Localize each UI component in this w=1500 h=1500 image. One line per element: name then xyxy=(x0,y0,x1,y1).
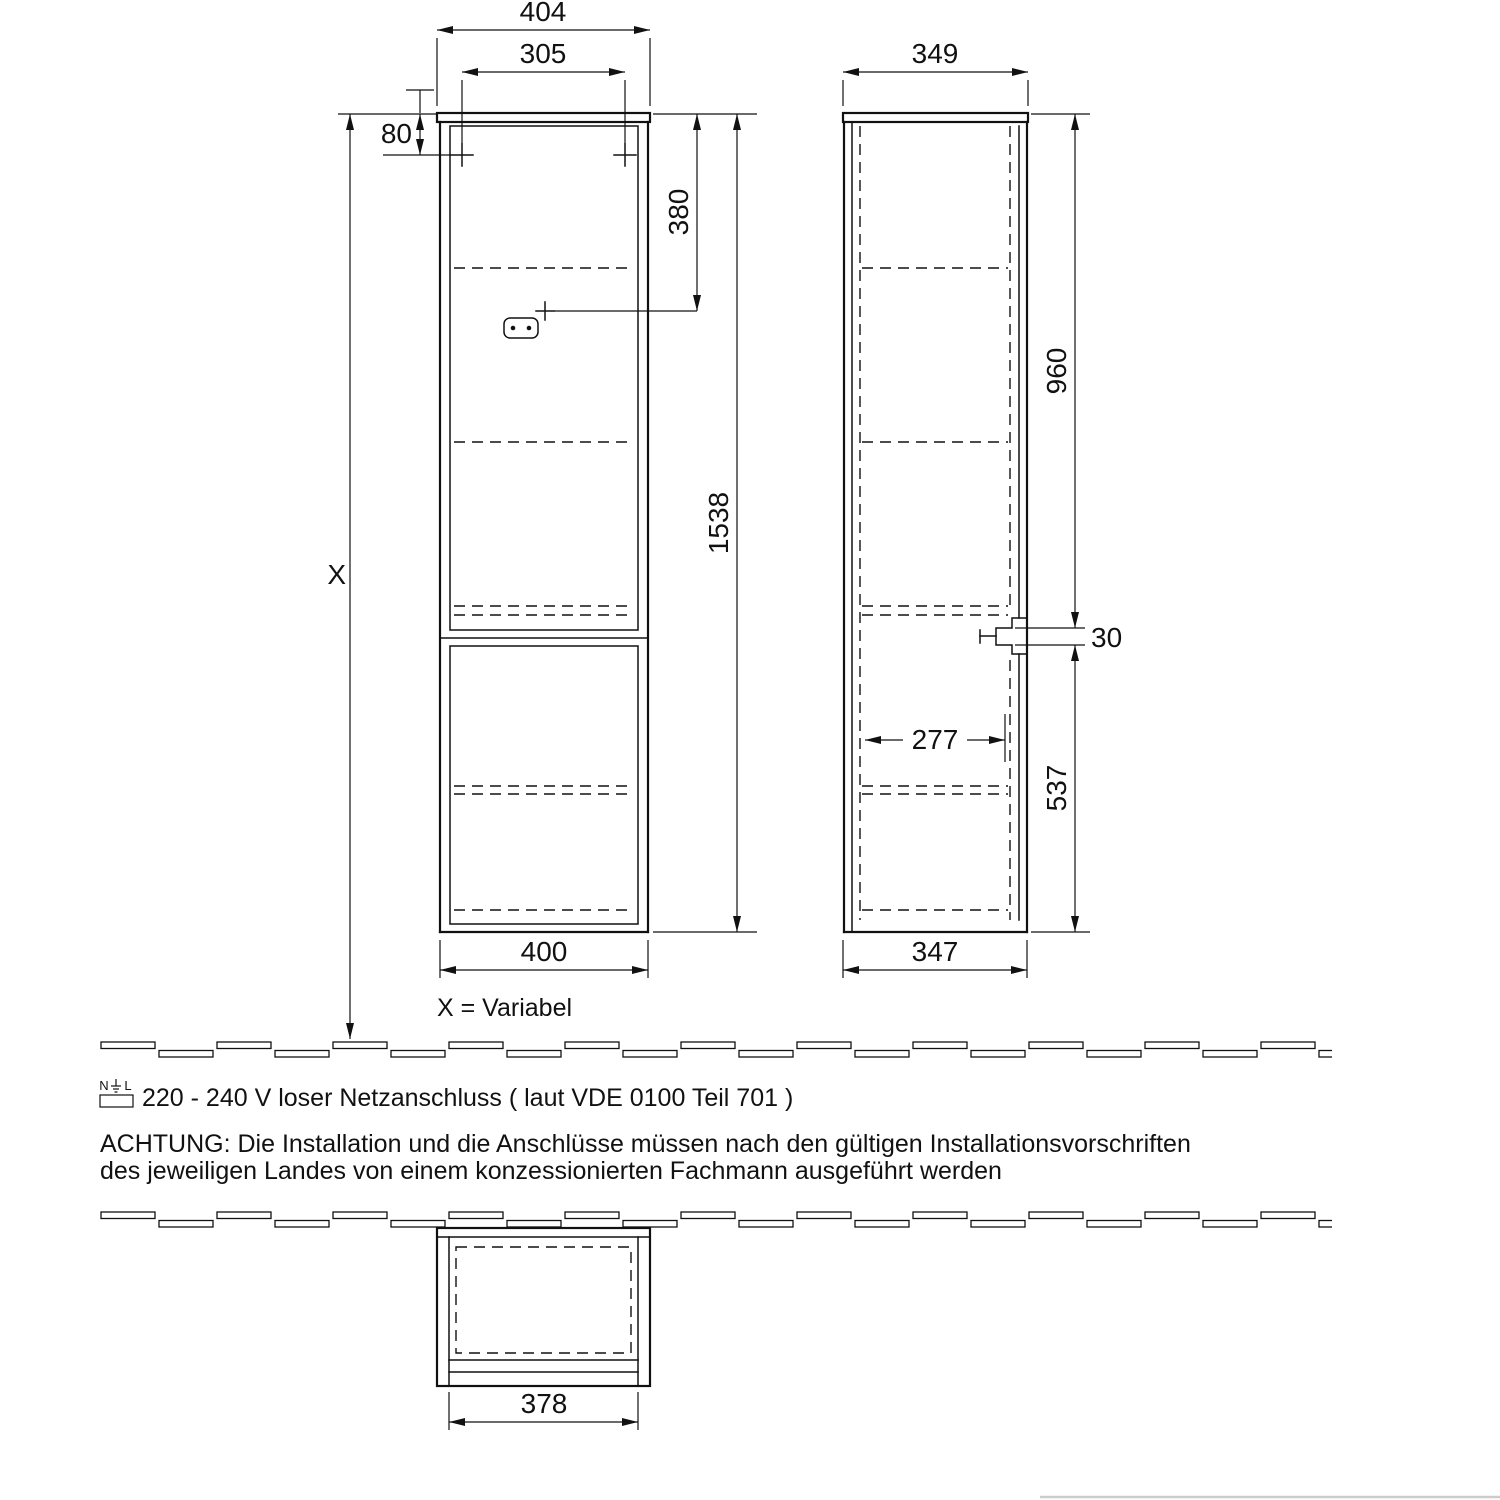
wall-hatch-upper xyxy=(100,1041,1332,1058)
side-cabinet-outline xyxy=(843,113,1028,932)
notes-block xyxy=(99,1078,1191,1185)
dim-label-380: 380 xyxy=(663,188,694,236)
dim-lower-section xyxy=(1031,645,1090,932)
dim-label-x: X xyxy=(327,559,346,590)
dim-wall-distance xyxy=(327,114,437,1039)
mounting-hole-marks xyxy=(451,144,636,166)
warning-line-1: ACHTUNG: Die Installation und die Anschlüsse müssen nach den gültigen Installationsvorschriften xyxy=(100,1130,1191,1158)
dim-label-1538: 1538 xyxy=(703,491,734,555)
dim-inner-depth xyxy=(865,714,1005,762)
handle-profile xyxy=(980,618,1027,654)
dim-label-305: 305 xyxy=(519,38,567,69)
symbol-n-label: N xyxy=(99,1078,109,1093)
dim-label-960: 960 xyxy=(1041,347,1072,395)
dim-hole-spacing xyxy=(462,38,625,144)
dim-upper-section xyxy=(1031,114,1090,628)
power-outlet-symbol xyxy=(504,302,697,338)
dim-bottom-depth xyxy=(843,936,1027,978)
front-cabinet-outline xyxy=(437,113,650,932)
side-shelves-hidden-lines xyxy=(862,268,1008,910)
dim-label-404: 404 xyxy=(519,0,567,27)
dim-outlet-drop xyxy=(663,114,697,311)
dim-label-537: 537 xyxy=(1041,764,1072,812)
dim-label-349: 349 xyxy=(911,38,959,69)
dim-label-347: 347 xyxy=(911,936,959,967)
top-view-outline xyxy=(437,1228,650,1386)
dim-label-277: 277 xyxy=(911,724,959,755)
dim-label-30: 30 xyxy=(1091,622,1123,653)
dim-plan-width xyxy=(449,1388,638,1430)
front-view xyxy=(327,0,757,1039)
dim-total-height xyxy=(653,114,757,932)
dim-handle-gap xyxy=(1015,622,1122,653)
symbol-l-label: L xyxy=(124,1078,132,1093)
side-view xyxy=(843,38,1122,978)
dim-bottom-width xyxy=(440,936,648,978)
dim-top-depth xyxy=(843,38,1028,106)
front-shelves-hidden-lines xyxy=(454,268,634,910)
dim-label-400: 400 xyxy=(520,936,568,967)
wall-hatch-lower xyxy=(100,1211,1332,1228)
top-view xyxy=(437,1228,650,1430)
mains-connection-icon xyxy=(99,1078,133,1107)
dim-label-80: 80 xyxy=(380,118,412,149)
power-note: 220 - 240 V loser Netzanschluss ( laut VDE 0100 Teil 701 ) xyxy=(142,1084,794,1112)
variable-note: X = Variabel xyxy=(437,994,573,1022)
warning-line-2: des jeweiligen Landes von einem konzessionierten Fachmann ausgeführt werden xyxy=(100,1157,1002,1185)
dim-label-378: 378 xyxy=(520,1388,568,1419)
